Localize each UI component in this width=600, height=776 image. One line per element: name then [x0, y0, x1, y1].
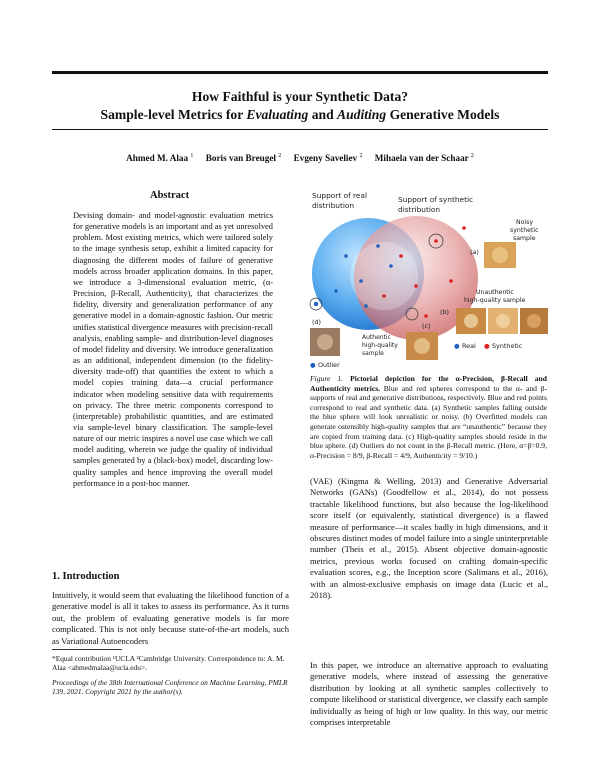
label-synthetic-support: Support of synthetic distribution [398, 195, 474, 214]
label-outlier: ● Outlier [310, 361, 340, 369]
abstract-text: Devising domain- and model-agnostic evaluation metrics for generative models is an important and as yet unresolved problem. Most existing metrics, which were tailored solely to the image synthesis setup, exhibit a limited capacity for diagnosing the different modes of failure of generative models across broader application domains. In this paper, we introduce a 3-dimensional evaluation metric, (α-Precision, β-Recall, Authenticity), that characterizes the fidelity, diversity and generalization performance of any generative model in a domain-agnostic fashion. Our metric unifies statistical divergence measures with precision-recall analysis, enabling sample- and distribution-level diagnoses of model fidelity and diversity. We introduce generalization as an additional, independent dimension (to the fidelity-diversity trade-off) that quantifies the extent to which a model copies training data—a crucial performance indicator when modeling sensitive data with requirements on privacy. The three metric components correspond to (interpretable) probabilistic quantities, and are estimated via sample-level binary classification. The sample-level nature of our metric inspires a novel use case which we call model auditing, wherein we judge the quality of individual samples generated by a (black-box) model, discarding low-quality samples and hence improving the overall model performance in a post-hoc manner. [73, 211, 273, 488]
author-2: Boris van Breugel $^2$ [205, 153, 282, 164]
figure-1-caption: Figure 1. Pictorial depiction for the α-Precision, β-Recall and Authenticity metrics. Blue and red spheres correspond to the α- and β-supports of real and generative distributions, respectively. Blue and red points correspond to real and synthetic data. (a) Synthetic samples falling outside the blue sphere will look unrealistic or noisy. (b) Overfitted models can generate ostensibly high-quality samples that are “unauthentic” because they are copied from training data. (c) High-quality samples should reside in the blue sphere. (d) Outliers do not count in the β-Recall metric. (Here, α=β=0.9, α-Precision = 8/9, β-Recall = 4/9, Authenticity = 9/10.) [310, 374, 548, 460]
right-col-paragraph-1: (VAE) (Kingma & Welling, 2013) and Generative Adversarial Networks (GANs) (Goodfellow et al., 2014), do not possess tractable likelihood functions, but also because the log-likelihood score itself (or equivalently, statistical divergence) is a flawed measure of performance—it scales badly in high dimensions, and it obscures distinct modes of model failure into a single uninterpretable number (Theis et al., 2015). Absent objective domain-agnostic metrics, previous works focused on crafting domain-specific evaluation scores, e.g., the Inception score (Salimans et al., 2016), with an almost-exclusive emphasis on image data (Lucic et al., 2018). [310, 476, 548, 601]
right-col-paragraph-2: In this paper, we introduce an alternative approach to evaluating generative models, where instead of assessing the generative distribution by looking at all synthetic samples collectively to compute likelihood or statistical divergence, we classify each sample individually as being of high or low quality. In this way, our metric comprises interpretable [310, 660, 548, 728]
author-4: Mihaela van der Schaar $^2$ [374, 153, 474, 164]
figure-1 [306, 186, 550, 372]
label-noisy-sample: Noisy synthetic sample [510, 219, 539, 242]
title-line-2: Sample-level Metrics for Evaluating and Auditing Generative Models [100, 107, 500, 122]
outlier-image [310, 328, 340, 356]
label-real-support: Support of real distribution [312, 191, 368, 210]
paper-title [52, 88, 548, 124]
authentic-sample-image [406, 332, 438, 360]
footnote-affiliations: *Equal contribution ¹UCLA ²Cambridge University. Correspondence to: A. M. Alaa <ahmedmalaa@ucla.edu>. [52, 654, 285, 673]
title-line-1: How Faithful is your Synthetic Data? [191, 89, 409, 104]
title-top-rule [52, 71, 548, 74]
tag-c: (c) [422, 322, 431, 330]
intro-text: Intuitively, it would seem that evaluating the likelihood function of a generative model is all it takes to assess its performance. As it turns out, the problem of evaluating generative models is far more complicated. This is not only because state-of-the-art models, such as Variational Autoencoders [52, 590, 289, 646]
legend-real: ● Real [454, 342, 476, 350]
abstract-heading: Abstract [150, 190, 190, 201]
label-authentic-hq: Authentic high-quality sample [362, 334, 398, 357]
noisy-sample-image [484, 242, 516, 268]
footnote-proceedings: Proceedings of the 38th International Conference on Machine Learning, PMLR 139, 2021. Copyright 2021 by the author(s). [52, 678, 288, 697]
overlap-region [350, 242, 418, 310]
tag-a: (a) [470, 248, 479, 256]
legend-synthetic: ● Synthetic [484, 342, 523, 350]
footnote-rule [52, 649, 122, 650]
label-unauthentic-hq: Unauthentic high-quality sample [464, 289, 526, 304]
tag-d: (d) [312, 318, 322, 326]
hq-sample-images [456, 308, 548, 334]
title-bottom-rule [52, 129, 548, 130]
section-heading-introduction: 1. Introduction [52, 571, 120, 582]
tag-b: (b) [440, 308, 450, 316]
author-list [52, 153, 548, 163]
author-1: Ahmed M. Alaa $^1$ [126, 153, 194, 164]
author-3: Evgeny Saveliev $^2$ [293, 153, 363, 164]
